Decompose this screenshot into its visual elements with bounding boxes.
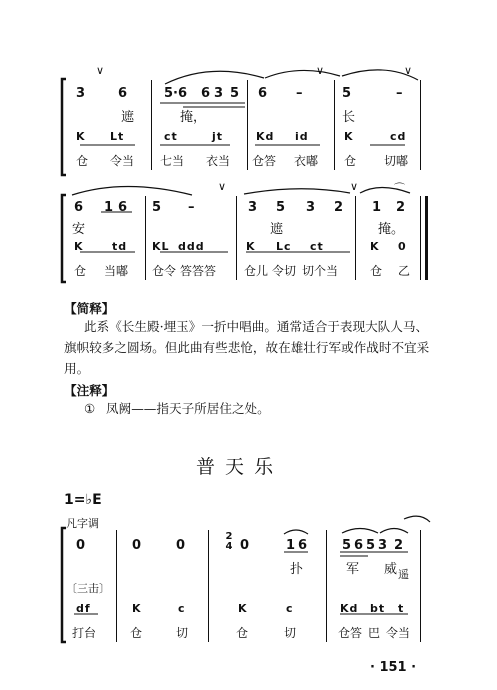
breath-mark: ∨ <box>218 180 227 193</box>
perc-symbol: td <box>112 240 128 253</box>
note: 6 <box>118 200 128 215</box>
perc-symbol: cd <box>390 130 407 143</box>
perc-symbol: ct <box>164 130 178 143</box>
perc-symbol: id <box>295 130 309 143</box>
perc-symbol: 0 <box>398 240 407 253</box>
barline <box>116 530 117 642</box>
note: 5 <box>230 86 240 101</box>
gong-syllable: 衣嘟 <box>294 154 319 168</box>
perc-symbol: K <box>344 130 354 143</box>
note: 0 <box>176 538 186 553</box>
lyric: 遮 <box>121 110 135 125</box>
note: 2 <box>394 538 404 553</box>
note: 6 <box>258 86 268 101</box>
gong-syllable: 切 <box>176 626 189 640</box>
piece-title: 普 天 乐 <box>196 456 276 478</box>
gong-syllable: 仓答 <box>338 626 363 640</box>
perc-symbol: bt <box>370 602 386 615</box>
percussion-label: 〔三击〕 <box>66 582 110 595</box>
gong-syllable: 仓令 <box>152 264 177 278</box>
gong-syllable: 令当 <box>386 626 411 640</box>
note: 3 <box>214 86 224 101</box>
perc-symbol: Kd <box>256 130 275 143</box>
lyric: 威 <box>384 562 398 577</box>
gong-syllable: 仓 <box>74 264 87 278</box>
lyric: 长 <box>342 110 356 125</box>
lyric: 军 <box>346 562 360 577</box>
breath-mark: ∨ <box>96 64 105 77</box>
gong-syllable: 切嘟 <box>384 154 409 168</box>
lyric: 遥 <box>398 568 409 581</box>
note: 5 <box>366 538 376 553</box>
note: 6 <box>354 538 364 553</box>
page-number: · 151 · <box>370 660 417 675</box>
gong-syllable: 切个当 <box>302 264 339 278</box>
perc-symbol: K <box>238 602 248 615</box>
perc-symbol: KL <box>152 240 170 253</box>
gong-syllable: 七当 <box>160 154 185 168</box>
zhushi-text: 凤阙——指天子所居住之处。 <box>106 401 270 416</box>
perc-symbol: K <box>76 130 86 143</box>
note: 2 <box>396 200 406 215</box>
gong-syllable: 切 <box>284 626 297 640</box>
gong-syllable: 衣当 <box>206 154 231 168</box>
note: 5 <box>342 538 352 553</box>
gong-syllable: 仓 <box>236 626 249 640</box>
barline <box>208 530 209 642</box>
lyric: 扑 <box>290 562 304 577</box>
gong-syllable: 令切 <box>272 264 297 278</box>
lyric: 掩。 <box>378 222 405 237</box>
note: 3 <box>306 200 316 215</box>
dash: – <box>296 86 303 101</box>
perc-symbol: K <box>370 240 380 253</box>
zhushi-marker: ① <box>84 401 96 416</box>
note: 5·6 <box>164 86 188 101</box>
gong-syllable: 仓 <box>76 154 89 168</box>
breath-mark: ∨ <box>316 64 325 77</box>
note: 3 <box>378 538 388 553</box>
perc-symbol: Lt <box>110 130 125 143</box>
note: 6 <box>201 86 211 101</box>
lyric: 掩， <box>180 110 207 125</box>
key-signature: 1=♭E <box>64 492 102 508</box>
perc-symbol: c <box>286 602 294 615</box>
note: 3 <box>76 86 86 101</box>
note: 5 <box>342 86 352 101</box>
perc-symbol: df <box>76 602 91 615</box>
breath-mark: ∨ <box>404 64 413 77</box>
perc-symbol: K <box>132 602 142 615</box>
perc-symbol: ct <box>310 240 324 253</box>
jianshi-text-line: 旗帜较多之圆场。但此曲有些悲怆，故在雄壮行军或作战时不宜采 <box>64 340 430 355</box>
gong-syllable: 乙 <box>398 264 411 278</box>
note: 3 <box>248 200 258 215</box>
gong-syllable: 仓 <box>344 154 357 168</box>
fermata: ⌒ <box>394 182 405 195</box>
note: 6 <box>118 86 128 101</box>
jianshi-text-line: 用。 <box>64 361 90 376</box>
lyric: 安 <box>72 222 86 237</box>
perc-symbol: K <box>74 240 84 253</box>
dash: – <box>188 200 195 215</box>
perc-symbol: Lc <box>276 240 292 253</box>
perc-symbol: ddd <box>178 240 205 253</box>
note: 5 <box>276 200 286 215</box>
perc-symbol: jt <box>212 130 224 143</box>
note: 0 <box>240 538 250 553</box>
perc-symbol: c <box>178 602 186 615</box>
note: 6 <box>298 538 308 553</box>
lyric: 遮 <box>270 222 284 237</box>
time-signature: 2 4 <box>225 531 233 552</box>
gong-syllable: 仓 <box>370 264 383 278</box>
gong-syllable: 仓 <box>130 626 143 640</box>
note: 2 <box>334 200 344 215</box>
note: 1 <box>104 200 114 215</box>
note: 1 <box>372 200 382 215</box>
note: 6 <box>74 200 84 215</box>
jianshi-heading: 【简释】 <box>64 301 115 316</box>
gong-syllable: 仓儿 <box>244 264 269 278</box>
gong-syllable: 仓答 <box>252 154 277 168</box>
zhushi-heading: 【注释】 <box>64 383 115 398</box>
gong-syllable: 令当 <box>110 154 135 168</box>
note: 1 <box>286 538 296 553</box>
note: 5 <box>152 200 162 215</box>
gong-syllable: 巴 <box>368 626 381 640</box>
barline <box>326 530 327 642</box>
barline <box>420 530 421 642</box>
perc-symbol: t <box>398 602 405 615</box>
note: 0 <box>132 538 142 553</box>
note: 0 <box>76 538 86 553</box>
dash: – <box>396 86 403 101</box>
mode-label: 凡字调 <box>66 517 99 530</box>
jianshi-text-line: 此系《长生殿·埋玉》一折中唱曲。通常适合于表现大队人马、 <box>84 319 429 334</box>
gong-syllable: 答答答 <box>180 264 217 278</box>
perc-symbol: Kd <box>340 602 359 615</box>
perc-symbol: K <box>246 240 256 253</box>
breath-mark: ∨ <box>350 180 359 193</box>
gong-syllable: 当嘟 <box>104 264 129 278</box>
gong-syllable: 打台 <box>72 626 97 640</box>
